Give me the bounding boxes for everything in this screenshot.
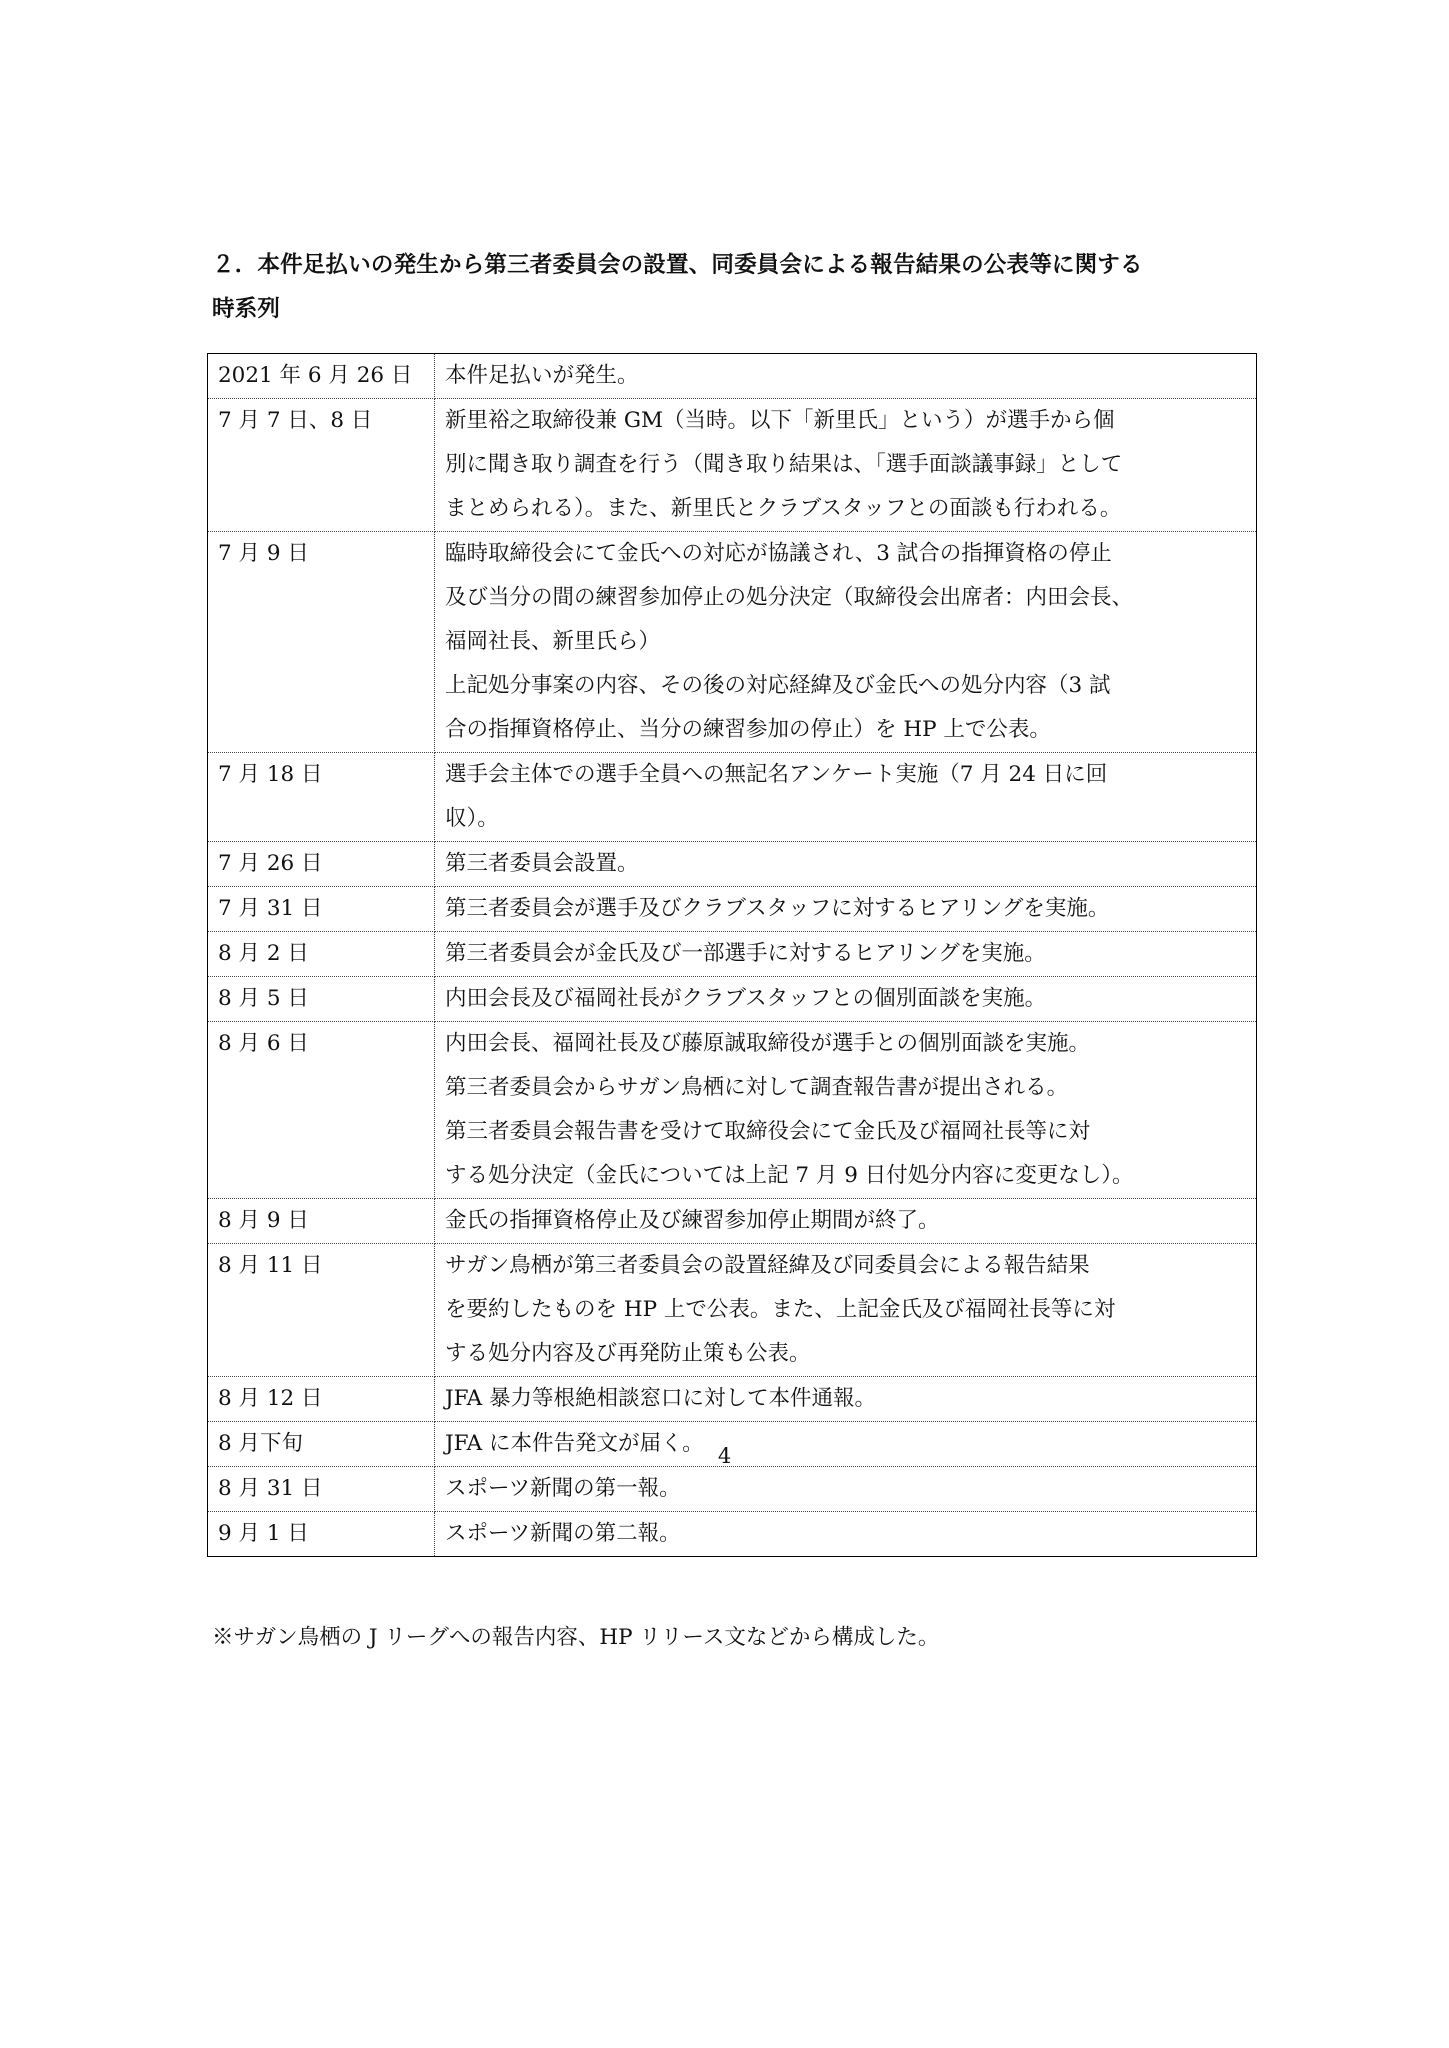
timeline-row	[208, 354, 1257, 399]
timeline-row	[208, 977, 1257, 1022]
timeline-description	[435, 354, 1257, 399]
timeline-description-line: 上記処分事案の内容、その後の対応経緯及び金氏への処分内容（3 試	[445, 673, 1111, 698]
timeline-description-line: まとめられる）。また、新里氏とクラブスタッフとの面談も行われる。	[445, 496, 1122, 521]
timeline-description-line: 第三者委員会が金氏及び一部選手に対するヒアリングを実施。	[445, 941, 1046, 966]
timeline-date: 7 月 26 日	[208, 842, 435, 887]
timeline-description-line: 臨時取締役会にて金氏への対応が協議され、3 試合の指揮資格の停止	[445, 541, 1112, 566]
timeline-row	[208, 887, 1257, 932]
timeline-description	[435, 532, 1257, 753]
timeline-description-line: 合の指揮資格停止、当分の練習参加の停止）を HP 上で公表。	[445, 717, 1051, 742]
timeline-date: 7 月 7 日、8 日	[208, 399, 435, 532]
timeline-description-line: 新里裕之取締役兼 GM（当時。以下「新里氏」という）が選手から個	[445, 408, 1115, 433]
timeline-date: 8 月 5 日	[208, 977, 435, 1022]
section-heading-line-2: 時系列	[212, 296, 281, 322]
timeline-date: 7 月 31 日	[208, 887, 435, 932]
timeline-description-line: スポーツ新聞の第二報。	[445, 1521, 681, 1546]
timeline-row	[208, 1512, 1257, 1557]
timeline-description-line: JFA 暴力等根絶相談窓口に対して本件通報。	[445, 1386, 877, 1411]
timeline-row	[208, 753, 1257, 842]
timeline-body	[208, 354, 1257, 1557]
timeline-date: 8 月 9 日	[208, 1199, 435, 1244]
timeline-description-line: 福岡社長、新里氏ら）	[445, 629, 661, 654]
timeline-description-line: JFA に本件告発文が届く。	[445, 1431, 704, 1456]
timeline-row	[208, 1244, 1257, 1377]
timeline-description	[435, 753, 1257, 842]
timeline-description	[435, 1199, 1257, 1244]
timeline-description-line: スポーツ新聞の第一報。	[445, 1476, 681, 1501]
timeline-row	[208, 842, 1257, 887]
timeline-date: 7 月 18 日	[208, 753, 435, 842]
section-heading-line-1: ２．本件足払いの発生から第三者委員会の設置、同委員会による報告結果の公表等に関する	[212, 252, 1143, 278]
timeline-description-line: 本件足払いが発生。	[445, 363, 639, 388]
timeline-description	[435, 842, 1257, 887]
timeline-description	[435, 1512, 1257, 1557]
timeline-row	[208, 532, 1257, 753]
timeline-description-line: 内田会長及び福岡社長がクラブスタッフとの個別面談を実施。	[445, 986, 1047, 1011]
timeline-date: 8 月 12 日	[208, 1377, 435, 1422]
timeline-row	[208, 1377, 1257, 1422]
timeline-description-line: 金氏の指揮資格停止及び練習参加停止期間が終了。	[445, 1208, 940, 1233]
timeline-description-line: する処分決定（金氏については上記 7 月 9 日付処分内容に変更なし）。	[445, 1163, 1134, 1188]
timeline-description	[435, 1022, 1257, 1199]
timeline-row	[208, 1199, 1257, 1244]
timeline-description-line: 収）。	[445, 806, 499, 831]
timeline-date: 8 月 2 日	[208, 932, 435, 977]
timeline-row	[208, 1022, 1257, 1199]
timeline-description-line: 選手会主体での選手全員への無記名アンケート実施（7 月 24 日に回	[445, 762, 1108, 787]
timeline-row	[208, 399, 1257, 532]
section-heading	[212, 243, 1252, 331]
timeline-date: 8 月下旬	[208, 1422, 435, 1467]
timeline-description	[435, 932, 1257, 977]
timeline-description-line: 第三者委員会が選手及びクラブスタッフに対するヒアリングを実施。	[445, 896, 1110, 921]
timeline-description-line: する処分内容及び再発防止策も公表。	[445, 1341, 811, 1366]
timeline-row	[208, 1467, 1257, 1512]
page-number: 4	[717, 1444, 732, 1468]
timeline-date: 8 月 31 日	[208, 1467, 435, 1512]
timeline-date: 2021 年 6 月 26 日	[208, 354, 435, 399]
timeline-table	[207, 353, 1257, 1557]
timeline-date: 8 月 6 日	[208, 1022, 435, 1199]
timeline-description	[435, 887, 1257, 932]
timeline-description	[435, 399, 1257, 532]
timeline-description-line: 第三者委員会報告書を受けて取締役会にて金氏及び福岡社長等に対	[445, 1119, 1091, 1144]
timeline-date: 8 月 11 日	[208, 1244, 435, 1377]
timeline-row	[208, 932, 1257, 977]
timeline-description-line: 内田会長、福岡社長及び藤原誠取締役が選手との個別面談を実施。	[445, 1031, 1091, 1056]
timeline-date: 9 月 1 日	[208, 1512, 435, 1557]
timeline-description	[435, 977, 1257, 1022]
timeline-description	[435, 1467, 1257, 1512]
timeline-description-line: 別に聞き取り調査を行う（聞き取り結果は、「選手面談議事録」として	[445, 452, 1123, 477]
timeline-description-line: 第三者委員会設置。	[445, 851, 639, 876]
timeline-description-line: サガン鳥栖が第三者委員会の設置経緯及び同委員会による報告結果	[445, 1253, 1090, 1278]
footnote: ※サガン鳥栖の J リーグへの報告内容、HP リリース文などから構成した。	[212, 1625, 940, 1650]
timeline-description-line: 及び当分の間の練習参加停止の処分決定（取締役会出席者：内田会長、	[445, 585, 1134, 610]
timeline-description-line: を要約したものを HP 上で公表。また、上記金氏及び福岡社長等に対	[445, 1297, 1116, 1322]
timeline-date: 7 月 9 日	[208, 532, 435, 753]
timeline-description-line: 第三者委員会からサガン鳥栖に対して調査報告書が提出される。	[445, 1075, 1069, 1100]
timeline-description	[435, 1244, 1257, 1377]
timeline-description	[435, 1377, 1257, 1422]
